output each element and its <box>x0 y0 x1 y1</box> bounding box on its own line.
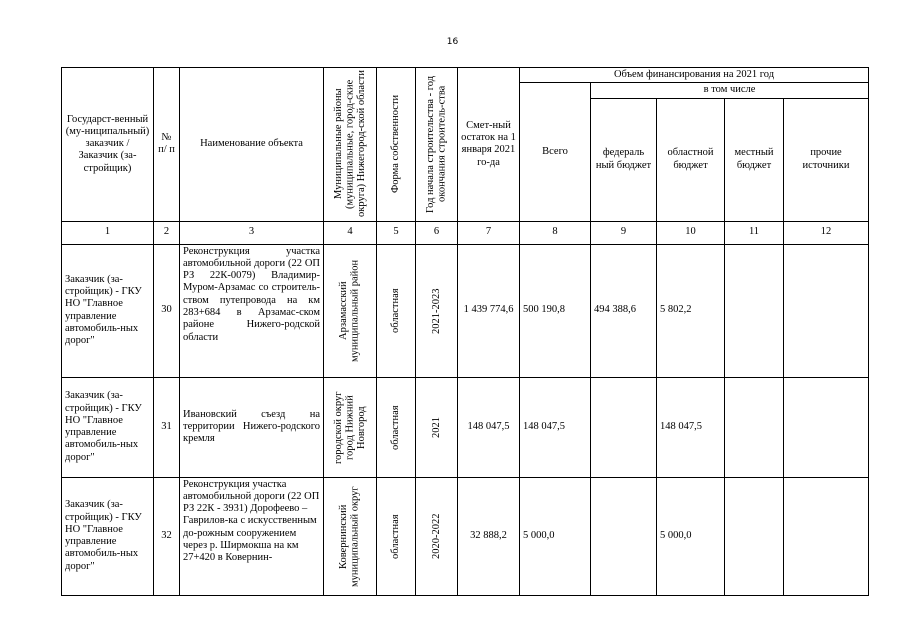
header-municipality-text: Муниципальные районы (муниципальные, город-ские округа) Нижегород-ской области <box>332 70 367 218</box>
cell-other <box>784 477 869 595</box>
cell-remainder: 32 888,2 <box>458 477 520 595</box>
header-financing-group: Объем финансирования на 2021 год <box>520 68 869 83</box>
table-row <box>62 377 869 477</box>
column-number: 1 <box>62 221 154 244</box>
cell-total: 148 047,5 <box>520 377 591 477</box>
header-municipality <box>324 68 377 222</box>
column-number: 6 <box>416 221 458 244</box>
cell-num: 30 <box>154 244 180 377</box>
cell-total: 500 190,8 <box>520 244 591 377</box>
cell-local <box>725 244 784 377</box>
table-row <box>62 477 869 595</box>
header-num: № п/ п <box>154 68 180 222</box>
column-number-row <box>62 221 869 244</box>
cell-object-name: Ивановский съезд на территории Нижего-родского кремля <box>180 377 324 477</box>
header-local: местный бюджет <box>725 98 784 221</box>
column-number: 3 <box>180 221 324 244</box>
cell-federal <box>591 477 657 595</box>
cell-customer: Заказчик (за-стройщик) - ГКУ НО "Главное управление автомобиль-ных дорог" <box>62 377 154 477</box>
header-regional: областной бюджет <box>657 98 725 221</box>
cell-regional: 5 000,0 <box>657 477 725 595</box>
cell-ownership-text: областная <box>390 513 402 559</box>
cell-num: 32 <box>154 477 180 595</box>
cell-other <box>784 377 869 477</box>
cell-years <box>416 244 458 377</box>
column-number: 7 <box>458 221 520 244</box>
cell-municipality <box>324 244 377 377</box>
cell-customer: Заказчик (за-стройщик) - ГКУ НО "Главное управление автомобиль-ных дорог" <box>62 244 154 377</box>
cell-object-name: Реконструкция участка автомобильной дороги (22 ОП РЗ 22К-0079) Владимир-Муром-Арзамас со строитель-ством путепровода на км 283+684 в Арзамас-ском районе Нижего-родской области <box>180 244 324 377</box>
cell-other <box>784 244 869 377</box>
cell-years-text: 2021 <box>430 416 442 438</box>
column-number: 2 <box>154 221 180 244</box>
cell-total: 5 000,0 <box>520 477 591 595</box>
header-customer: Государст-венный (му-ниципальный) заказчик / Заказчик (за-стройщик) <box>62 68 154 222</box>
cell-object-name: Реконструкция участка автомобильной дороги (22 ОП РЗ 22К - 3931) Дорофеево – Гаврилов-ка с искусственным до-рожным сооружением через р. Ширмокша на км 27+420 в Ковернин- <box>180 477 324 595</box>
cell-remainder: 148 047,5 <box>458 377 520 477</box>
header-federal: федераль ный бюджет <box>591 98 657 221</box>
table-row <box>62 244 869 377</box>
cell-local <box>725 377 784 477</box>
column-number: 10 <box>657 221 725 244</box>
header-years <box>416 68 458 222</box>
cell-years <box>416 477 458 595</box>
cell-regional: 5 802,2 <box>657 244 725 377</box>
cell-ownership-text: областная <box>390 288 402 333</box>
cell-municipality <box>324 477 377 595</box>
header-ownership <box>377 68 416 222</box>
header-total: Всего <box>520 83 591 221</box>
column-number: 4 <box>324 221 377 244</box>
column-number: 8 <box>520 221 591 244</box>
cell-customer: Заказчик (за-стройщик) - ГКУ НО "Главное управление автомобиль-ных дорог" <box>62 477 154 595</box>
column-number: 5 <box>377 221 416 244</box>
column-number: 12 <box>784 221 869 244</box>
cell-municipality <box>324 377 377 477</box>
cell-years <box>416 377 458 477</box>
cell-num: 31 <box>154 377 180 477</box>
cell-municipality-text: городской округ город Нижний Новгород <box>332 390 367 464</box>
cell-ownership-text: областная <box>390 404 402 450</box>
cell-years-text: 2020-2022 <box>430 513 442 559</box>
header-row-main <box>62 68 869 83</box>
cell-federal: 494 388,6 <box>591 244 657 377</box>
column-number: 9 <box>591 221 657 244</box>
cell-ownership <box>377 477 416 595</box>
header-object-name: Наименование объекта <box>180 68 324 222</box>
cell-municipality-text: Ковернинский муниципальный округ <box>338 485 361 587</box>
financing-table <box>61 67 869 596</box>
cell-years-text: 2021-2023 <box>430 287 442 334</box>
cell-ownership <box>377 244 416 377</box>
header-years-text: Год начала строительства - год окончания строитель-ства <box>424 75 448 213</box>
header-other: прочие источники <box>784 98 869 221</box>
header-ownership-text: Форма собственности <box>390 95 402 194</box>
cell-federal <box>591 377 657 477</box>
page-number: 16 <box>446 37 459 47</box>
header-including: в том числе <box>591 83 869 98</box>
cell-municipality-text: Арзамасский муниципальный район <box>338 259 361 362</box>
cell-ownership <box>377 377 416 477</box>
column-number: 11 <box>725 221 784 244</box>
cell-regional: 148 047,5 <box>657 377 725 477</box>
cell-remainder: 1 439 774,6 <box>458 244 520 377</box>
header-remainder: Смет-ный остаток на 1 января 2021 го-да <box>458 68 520 222</box>
cell-local <box>725 477 784 595</box>
